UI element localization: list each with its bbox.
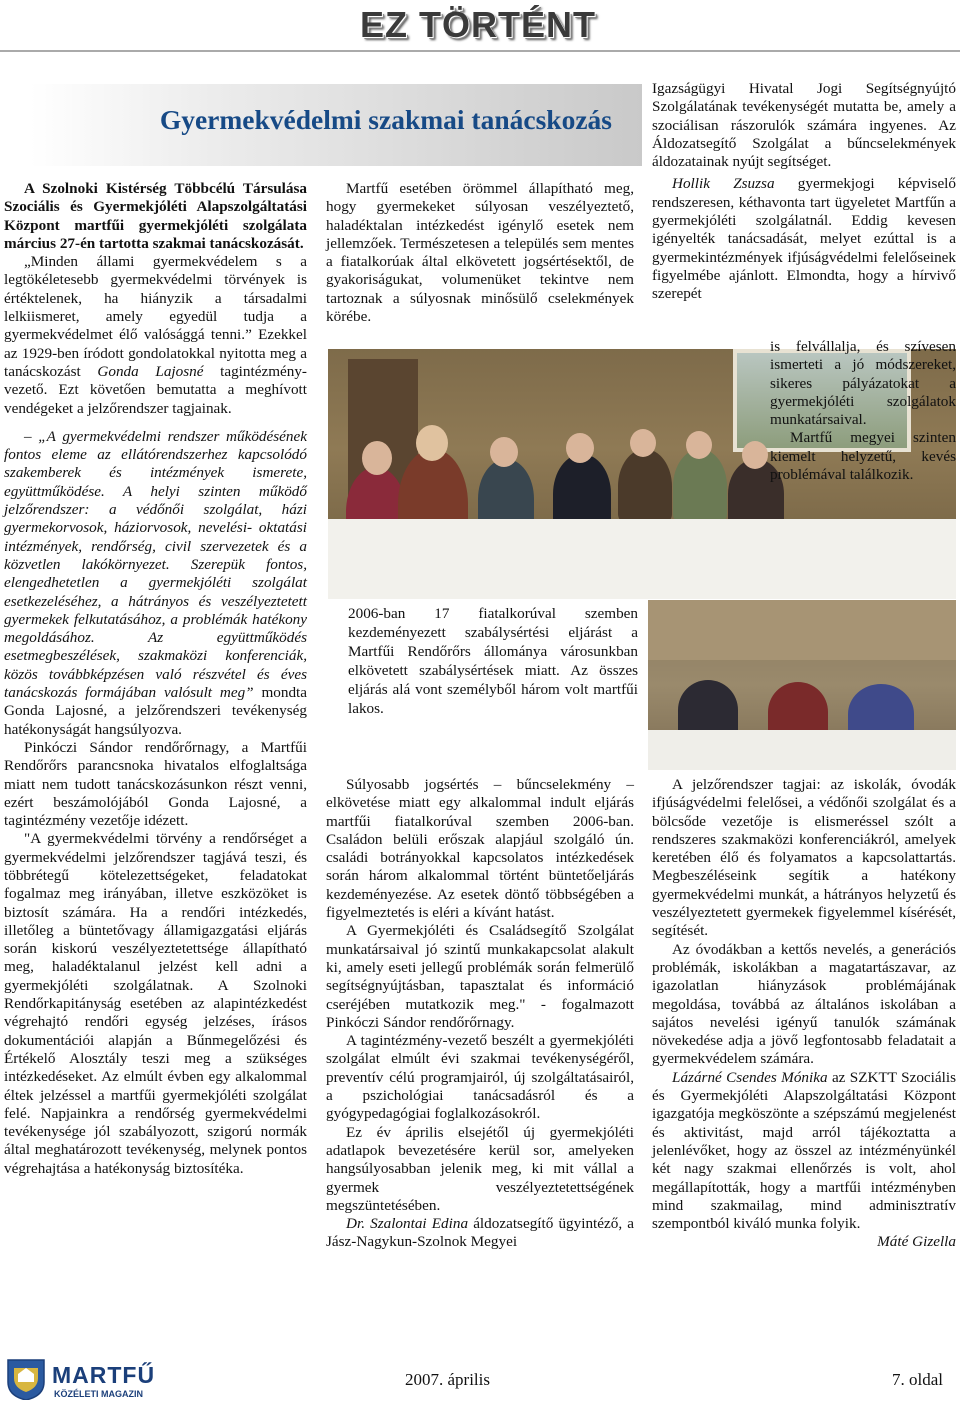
paragraph: A jelzőrendszer tagjai: az iskolák, óvodák ifjúságvédelmi felelősei, a védőnői szolgálat és a bölcsőde vezetője is elismeréssel szólt a rendszeres szakmaközi konferenciákról, amelyek keretében élő és folyamatos a kapcsolattartás. Megbeszéléseink segítik a hatékony gyermekvédelmi munkát, a hátrányos helyzetű és veszélyeztetett gyermekek figyelemmel kísérését, segítését.	[652, 776, 956, 940]
lead-paragraph: A Szolnoki Kistérség Többcélú Társulása Szociális és Gyermekjóléti Alapszolgáltatási Központ martfűi gyermekjóléti szolgálata március 27-én tartotta szakmai tanácskozását.	[4, 180, 307, 252]
paragraph: Pinkóczi Sándor rendőrőrnagy, a Martfűi Rendőrőrs parancsnoka hivatalos elfoglaltsága miatt nem tudott tanácskozásunkon részt venni, ezért beszámolójából Gonda Lajosné, a tagintézmény vezetője idézett.	[4, 738, 307, 830]
paragraph: 2006-ban 17 fiatalkorúval szemben kezdeményezett szabálysértési eljárást a Martfűi Rendőrőrs állománya városunkban elkövetett szabálysértések miatt. Az összes eljárás alá vont személyből három volt martfűi lakos.	[348, 605, 638, 717]
issue-date: 2007. április	[405, 1370, 490, 1389]
paragraph: Hollik Zsuzsa gyermekjogi képviselő rendszeresen, kéthavonta tart ügyeletet Martfűn a gyermekjóléti szolgálatnál. Eddig kevesen igényelték tanácsadását, melyet ezúttal is a gyermekintézmények ifjúságvédelmi felelőseinek figyelmébe ajánlott. Elmondta, hogy a hírvivő szerepét	[652, 175, 956, 303]
section-title: EZ TÖRTÉNT	[360, 4, 596, 45]
quote-paragraph: – „A gyermekvédelmi rendszer működésének fontos eleme az ellátórendszerhez kapcsolódó szakemberek és intézmények ismerete, együttműködése. A helyi szinten működő jelzőrendszer: a védőnői szolgálat, házi gyermekorvosok, háziorvosok, nevelési- oktatási intézmények, rendőrség, civil szervezetek és a közvetlen lakókörnyezet. Szerepük fontos, elengedhetetlen a gyermekjóléti szolgálat esetkezeléséhez, a hátrányos és veszélyeztetett gyermekek felkutatásához, a problémák hatékony megoldásához. Az együttműködés esetmegbeszélések, szakmaközi konferenciák, közös továbbképzésen való részvétel és éves tanácskozás formájában valósult meg” mondta Gonda Lajosné, a jelzőrendszeri tevékenység hatékonyságát hangsúlyozva.	[4, 427, 307, 738]
paragraph: Martfű esetében örömmel állapítható meg, hogy gyermekeket súlyosan veszélyeztető, haladéktalan intézkedést igénylő esetek nem jellemzőek. Természetesen a település sem mentes a fiatalkorúak által elkövetett jogsértésektől, de gyakoriságukat, volumenüket tekintve nem tartoznak a súlyosnak minősülő cselekmények körébe.	[326, 180, 634, 326]
paragraph: Az óvodákban a kettős nevelés, a generációs problémák, iskolákban a magatartászavar, az igazolatlan hiányzások problémájának megoldása, továbbá az általános iskolában a sajátos nevelési igényű tanulók számának növekedése adja a jövő legfontosabb feladatait a gyermekvédelem számára.	[652, 940, 956, 1068]
column-3-bottom	[652, 776, 956, 1252]
paragraph: A Gyermekjóléti és Családsegítő Szolgálat munkatársaival jó szintű munkakapcsolat alakult ki, amely eseti jellegű problémák során felmerülő segítségnyújtásban, tapasztalat és információ cseréjében mutatkozik meg." - fogalmazott Pinkóczi Sándor rendőrőrnagy.	[326, 922, 634, 1031]
paragraph: Martfű megyei szinten kiemelt helyzetű, kevés problémával találkozik.	[770, 429, 956, 484]
person-name: Dr. Szalontai Edina	[346, 1215, 469, 1233]
paragraph: is felvállalja, és szívesen ismerteti a jó módszereket, sikeres pályázatokat a gyermekjóléti szolgálatok munkatársaival.	[770, 338, 956, 429]
paragraph: "A gyermekvédelmi törvény a rendőrséget a gyermekvédelmi jelzőrendszer tagjává teszi, és többrétegű kötelezettségeket, feladatokat fogalmaz meg irányában, illetve eszközöket is biztosít számára. Ha a rendőri intézkedés, illetőleg a büntetővagy államigazgatási eljárás során kiskorú veszélyeztetettsége állapítható meg, haladéktalanul jelzést kell adni a gyermekjóléti szolgálatnak. A Szolnoki Rendőrkapitányság esetében az alapintézkedést végrehajtó rendőri egység jelzéses, írásos dokumentációi alapján a Bűnmegelőzési és Értékelő Alosztály teszi meg a szükséges intézkedéseket. Az elmúlt évben egy alkalommal éltek jelzéssel a martfűi gyermekjóléti szolgálat felé. Napjainkra a rendőrség gyermekvédelmi tevékenysége jól szabályozott, szigorú normák által meghatározott tevékenység, melynek pontos végrehajtása a hatékonyság biztosítéka.	[4, 830, 307, 1177]
participants-photo	[648, 600, 956, 770]
column-2-mid	[348, 604, 638, 718]
paragraph: Ez év április elsejétől új gyermekjóléti adatlapok bevezetésére kerül sor, amelyeken hangsúlyosabban jelenik meg, ki mit vállal a gyermek veszélyeztetettségének megszüntetésében.	[326, 1123, 634, 1214]
page-number: 7. oldal	[892, 1370, 943, 1389]
header-rule	[0, 50, 960, 52]
author-signature: Máté Gizella	[877, 1233, 956, 1251]
paragraph: Igazságügyi Hivatal Jogi Segítségnyújtó Szolgálatának tevékenységét mutatta be, amely a szociálisan rászorulók számára ingyenes. Az Áldozatsegítő Szolgálat a bűncselekmények áldozatainak nyújt segítséget.	[652, 80, 956, 171]
column-3-top	[652, 80, 956, 304]
paragraph: Lázárné Csendes Mónika az SZKTT Szociális és Gyermekjóléti Alapszolgáltatási Központ igazgatója megköszönte a szépszámú megjelenést és aktivitást, majd arról tájékoztatta a jelenlévőket, hogy az összel az intézményünkél két nagy szakmai ellenőrzés is volt, ahol megállapították, hogy a martfűi intézményben mind szakmailag, mind adminisztratív szempontból kiváló munka folyik.	[652, 1068, 956, 1233]
person-name: Gonda Lajosné	[97, 362, 204, 380]
column-3-narrow	[770, 338, 956, 484]
column-1	[4, 180, 307, 1178]
paragraph: A tagintézmény-vezető beszélt a gyermekjóléti szolgálat elmúlt évi szakmai tevékenységéről, preventív célú programjairól, új szolgáltatásairól, a pszichológiai tanácsadásról és a gyógypedagógiai foglalkozásokról.	[326, 1032, 634, 1123]
logo-name: MARTFŰ	[52, 1362, 156, 1388]
column-2-bottom	[326, 776, 634, 1252]
person-name: Lázárné Csendes Mónika	[672, 1068, 828, 1086]
paragraph: Dr. Szalontai Edina áldozatsegítő ügyintéző, a Jász-Nagykun-Szolnok Megyei	[326, 1215, 634, 1251]
person-name: Hollik Zsuzsa	[672, 175, 775, 193]
paragraph: Súlyosabb jogsértés – bűncselekmény – elkövetése miatt egy alkalommal indult eljárás martfűi fiatalkorúval szemben 2006-ban. Családon belüli erőszak alapjául szolgáló ún. családi botrányokkal kapcsolatos intézkedések során három alkalommal történt büntetőeljárás kezdeményezése. Az esetek döntő többségében a figyelmeztetés is eléri a kívánt hatást.	[326, 776, 634, 922]
article-title: Gyermekvédelmi szakmai tanácskozás	[159, 104, 612, 135]
column-2-top	[326, 180, 634, 326]
paragraph: „Minden állami gyermekvédelem s a legtökéletesebb gyermekvédelmi törvények is értéktelenek, ha hiányzik a társadalmi lelkiismeret, amely egyedül tudja a gyermekvédelmet élő valósággá tenni.” Ezekkel az 1929-ben íródott gondolatokkal nyitotta meg a tanácskozást Gonda Lajosné tagintézmény-vezető. Ezt követően bemutatta a meghívott vendégeket a jelzőrendszer tagjainak.	[4, 253, 307, 417]
logo-subtitle: KÖZÉLETI MAGAZIN	[54, 1389, 143, 1399]
